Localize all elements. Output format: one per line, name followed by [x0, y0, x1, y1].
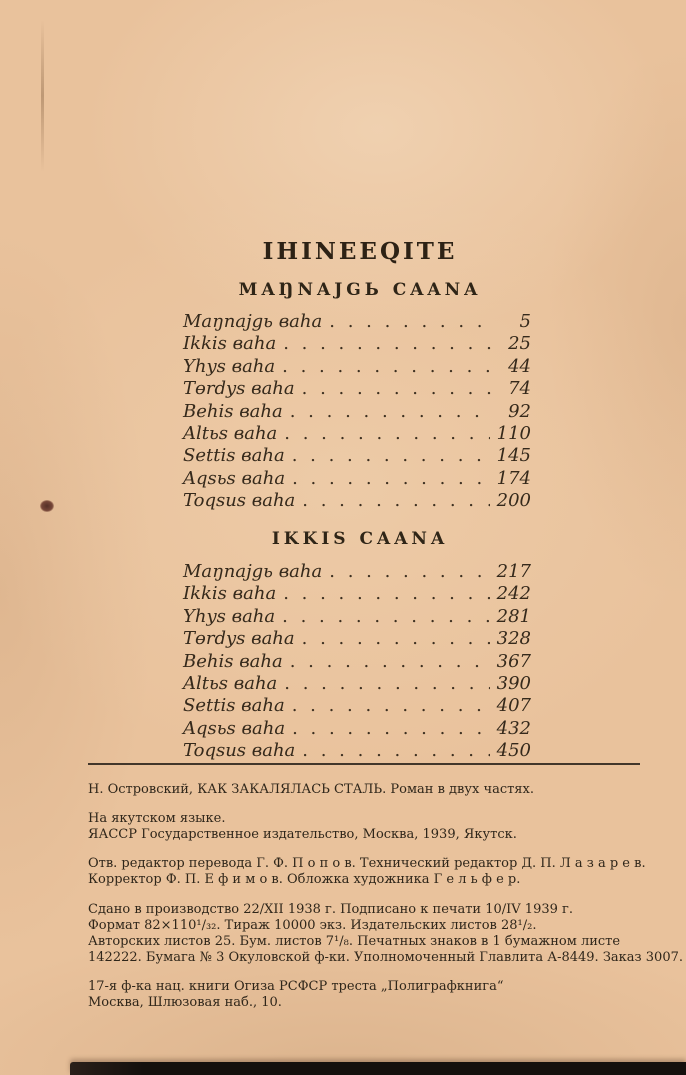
colophon-line: Сдано в производство 22/XII 1938 г. Подписано к печати 10/IV 1939 г.	[88, 901, 573, 917]
chapter-label: Behis вaha	[183, 400, 283, 422]
toc-entry	[183, 445, 531, 467]
colophon-block	[88, 811, 644, 843]
toc-entry	[183, 606, 531, 628]
contents-title: IHINEEQITE	[262, 238, 458, 265]
dot-leader	[284, 423, 489, 444]
toc-entry	[183, 628, 531, 650]
dot-leader	[283, 333, 493, 354]
chapter-page-number: 110	[496, 422, 531, 444]
chapter-label: Behis вaha	[183, 650, 283, 672]
toc-entry	[183, 695, 531, 717]
chapter-label: Settis вaha	[183, 445, 285, 467]
toc-entry	[183, 651, 531, 673]
dot-leader	[329, 561, 489, 582]
divider-rule	[88, 763, 640, 765]
chapter-label: Settis вaha	[183, 695, 285, 717]
chapter-page-number: 5	[519, 311, 531, 332]
toc-entry	[183, 401, 531, 423]
chapter-page-number: 390	[496, 672, 531, 694]
section-heading-part1: MAŊNAJGЬ CAANA	[238, 280, 482, 300]
toc-part1	[183, 311, 531, 513]
colophon-line: Корректор Ф. П. Е ф и м о в. Обложка художника Г е л ь ф е р.	[88, 872, 521, 888]
chapter-label: Ikkis вaha	[183, 333, 277, 355]
chapter-label: Aqsьs вaha	[183, 467, 286, 489]
chapter-page-number: 174	[496, 467, 531, 489]
colophon-line: Н. Островский, КАК ЗАКАЛЯЛАСЬ СТАЛЬ. Роман в двух частях.	[88, 782, 534, 797]
dot-leader	[292, 468, 490, 489]
colophon-line: 142222. Бумага № 3 Окуловской ф-ки. Уполномоченный Главлита А-8449. Заказ 3007.	[88, 949, 683, 965]
colophon-block	[88, 856, 644, 888]
colophon-block	[88, 979, 644, 1011]
colophon-block	[88, 782, 644, 798]
page-content	[75, 0, 683, 1075]
chapter-label: Aqsьs вaha	[183, 717, 286, 739]
chapter-label: Tөrdys вaha	[183, 628, 295, 650]
dot-leader	[329, 311, 493, 332]
chapter-label: Toqsus вaha	[183, 740, 296, 762]
colophon-line: ЯАССР Государственное издательство, Москва, 1939, Якутск.	[88, 827, 517, 843]
chapter-label: Altьs вaha	[183, 422, 278, 444]
dot-leader	[302, 378, 493, 399]
dot-leader	[290, 651, 490, 672]
dot-leader	[284, 673, 489, 694]
colophon-line: На якутском языке.	[88, 811, 226, 827]
chapter-page-number: 200	[496, 490, 531, 512]
colophon-line: Москва, Шлюзовая наб., 10.	[88, 995, 282, 1011]
chapter-page-number: 281	[496, 605, 531, 627]
paper-scratch	[41, 20, 44, 172]
section-heading-part2: IKKIS CAANA	[271, 529, 449, 549]
toc-entry	[183, 311, 531, 333]
chapter-label: Toqsus вaha	[183, 490, 296, 512]
toc-entry	[183, 333, 531, 355]
chapter-page-number: 407	[496, 695, 531, 717]
dot-leader	[282, 606, 490, 627]
chapter-page-number: 74	[508, 378, 531, 400]
dot-leader	[302, 490, 489, 511]
chapter-label: Ikkis вaha	[183, 583, 277, 605]
colophon-line: 17-я ф-ка нац. книги Огиза РСФСР треста „Полиграфкнига“	[88, 978, 504, 994]
toc-entry	[183, 356, 531, 378]
chapter-page-number: 44	[508, 355, 531, 377]
chapter-label: Maŋnajgь вaha	[183, 561, 323, 582]
dot-leader	[290, 401, 493, 422]
toc-part2	[183, 561, 531, 763]
dot-leader	[292, 695, 490, 716]
toc-entry	[183, 468, 531, 490]
toc-entry	[183, 561, 531, 583]
page-bottom-edge	[70, 1062, 686, 1075]
chapter-page-number: 25	[508, 333, 531, 355]
toc-entry	[183, 378, 531, 400]
chapter-label: Altьs вaha	[183, 672, 278, 694]
colophon-block	[88, 901, 683, 966]
chapter-page-number: 217	[496, 561, 531, 582]
colophon-line: Отв. редактор перевода Г. Ф. П о п о в. Технический редактор Д. П. Л а з а р е в.	[88, 856, 646, 872]
toc-entry	[183, 423, 531, 445]
chapter-page-number: 92	[508, 400, 531, 422]
colophon-line: Авторских листов 25. Бум. листов 7¹/₈. Печатных знаков в 1 бумажном листе	[88, 933, 621, 949]
toc-entry	[183, 583, 531, 605]
dot-leader	[292, 445, 490, 466]
chapter-label: Maŋnajgь вaha	[183, 311, 323, 332]
toc-entry	[183, 673, 531, 695]
colophon	[88, 782, 683, 1024]
chapter-label: Yhys вaha	[183, 605, 276, 627]
toc-entry	[183, 740, 531, 762]
dot-leader	[302, 628, 490, 649]
colophon-line: Формат 82×110¹/₃₂. Тираж 10000 экз. Издательских листов 28¹/₂.	[88, 917, 537, 933]
chapter-page-number: 450	[496, 740, 531, 762]
chapter-page-number: 145	[496, 445, 531, 467]
dot-leader	[282, 356, 493, 377]
chapter-page-number: 432	[496, 717, 531, 739]
chapter-label: Yhys вaha	[183, 355, 276, 377]
toc-entry	[183, 490, 531, 512]
dot-leader	[302, 740, 489, 761]
chapter-page-number: 367	[496, 650, 531, 672]
chapter-page-number: 328	[496, 628, 531, 650]
toc-entry	[183, 718, 531, 740]
chapter-page-number: 242	[496, 583, 531, 605]
chapter-label: Tөrdys вaha	[183, 378, 295, 400]
dot-leader	[283, 583, 489, 604]
ink-stain	[40, 500, 54, 512]
dot-leader	[292, 718, 490, 739]
